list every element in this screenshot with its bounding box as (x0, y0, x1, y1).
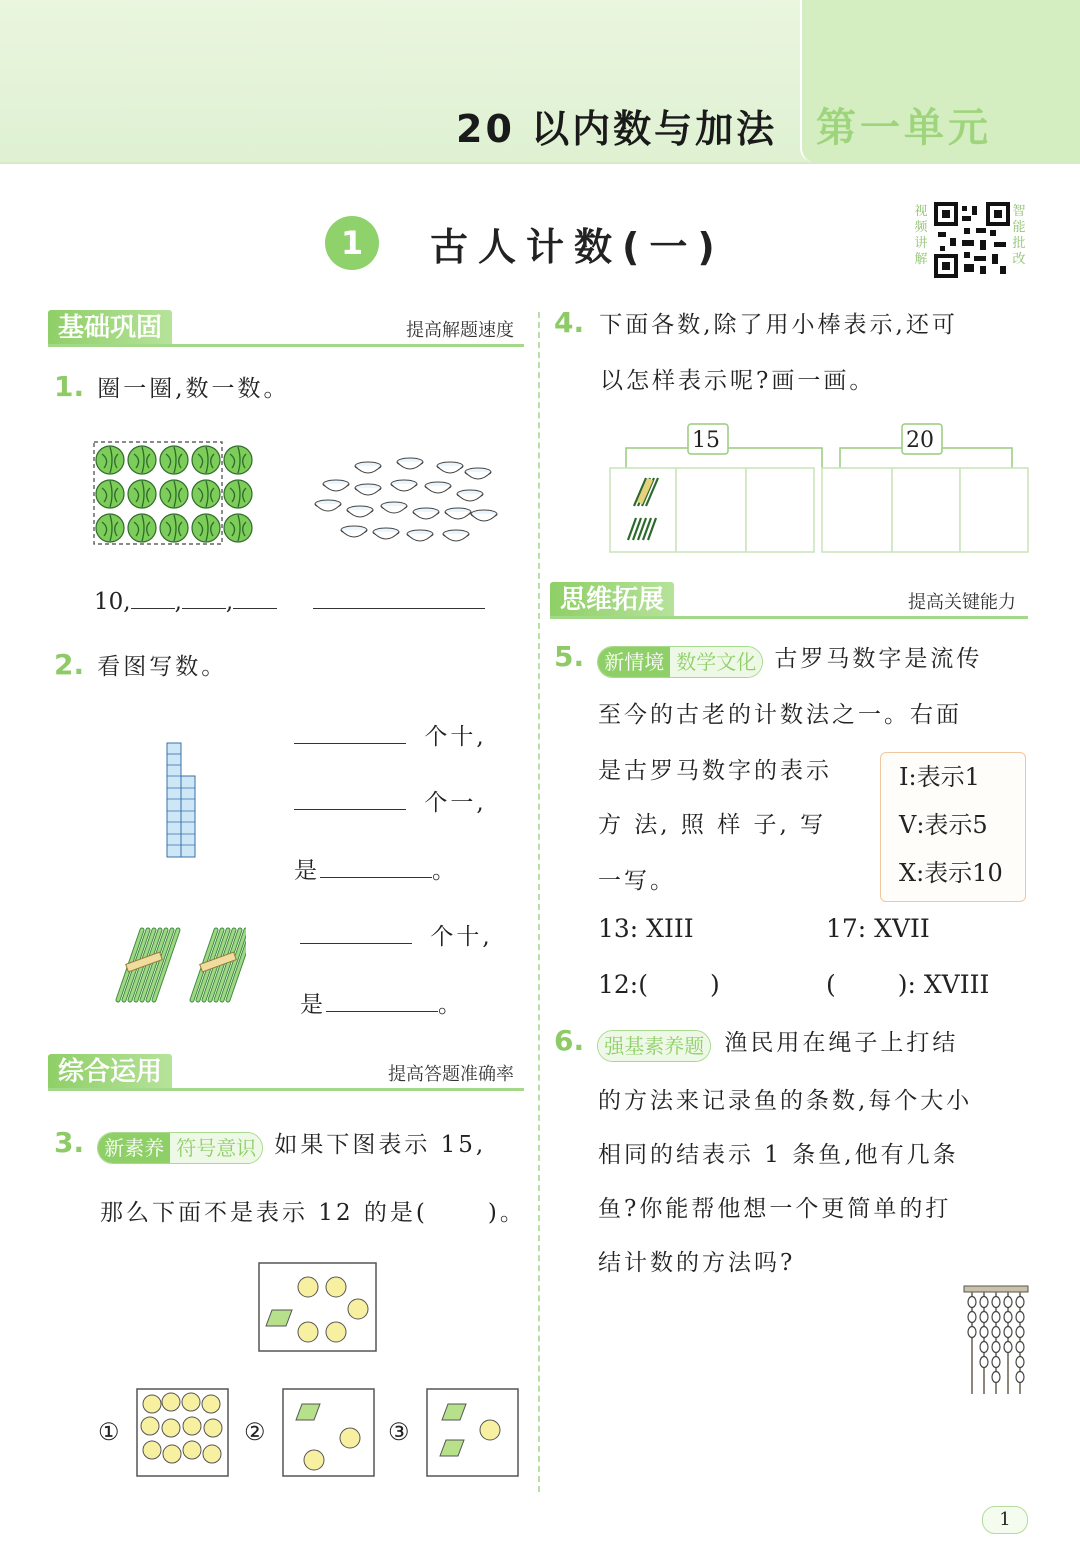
section-label-applied: 综合运用 (48, 1054, 172, 1090)
question-text: 圈一圈,数一数。 (97, 376, 290, 402)
q3-tag-a: 新素养 (98, 1133, 170, 1163)
section-label-basic: 基础巩固 (48, 310, 172, 346)
q3-tag-b: 符号意识 (170, 1133, 262, 1163)
q2-blank-total-1[interactable] (320, 853, 432, 878)
q2-blank-tens[interactable] (294, 719, 406, 744)
q2-blank-ones[interactable] (294, 785, 406, 810)
q5-line-1: 古罗马数字是流传 (774, 646, 983, 672)
q1-answer-start: 10, (94, 589, 131, 615)
question-number: 3. (54, 1126, 85, 1159)
q6-tag (597, 1030, 711, 1062)
q6-line-1: 渔民用在绳子上打结 (724, 1030, 959, 1056)
q5-ex4-open: ( (826, 970, 836, 999)
question-number: 6. (554, 1024, 585, 1057)
q1-blank-2[interactable] (182, 584, 226, 609)
section-label-thinking: 思维拓展 (550, 582, 674, 618)
q5-tag-a: 新情境 (598, 647, 670, 677)
qr-code-icon[interactable] (934, 202, 1010, 278)
q3-option-2-label: ② (244, 1418, 269, 1446)
q3-option-1-label: ① (98, 1418, 123, 1446)
q5-line-4: 方 法, 照 样 子, 写 (598, 812, 827, 838)
q3-option-1-box[interactable] (136, 1388, 230, 1478)
section-header-basic (48, 310, 524, 346)
section-header-thinking (550, 582, 1028, 618)
unit-name: 第一单元 (816, 105, 992, 151)
q5-tag-b: 数学文化 (670, 647, 762, 677)
q2-ones-line (294, 784, 487, 817)
stick-bundles-illustration (106, 922, 246, 1010)
section-header-applied (48, 1054, 524, 1090)
q5-line-5: 一写。 (598, 868, 676, 894)
roman-numeral-legend (880, 752, 1026, 902)
cube-columns-illustration (164, 740, 198, 860)
question-number: 4. (554, 306, 585, 339)
q5-exercise-18 (826, 970, 989, 999)
question-3 (54, 1126, 486, 1164)
q4-label-15: 15 (692, 428, 720, 453)
roman-legend-5: Ⅴ:表示5 (899, 811, 988, 839)
roman-legend-1: Ⅰ:表示1 (899, 763, 980, 791)
q6-line-4: 鱼?你能帮他想一个更简单的打 (598, 1196, 952, 1222)
q1-blank-3[interactable] (233, 584, 277, 609)
q2-is-label: 是 (294, 858, 320, 884)
q3-text-1: 如果下图表示 15, (274, 1132, 487, 1158)
roman-legend-10: Ⅹ:表示10 (899, 859, 1003, 887)
question-number: 5. (554, 640, 585, 673)
q2-tens-line-1 (294, 718, 487, 751)
lesson-number-badge: 1 (325, 216, 379, 270)
q5-tag (597, 646, 763, 678)
q3-text-2: 那么下面不是表示 12 的是( (100, 1200, 428, 1226)
question-number: 1. (54, 370, 85, 403)
q3-answer-blank[interactable] (428, 1196, 488, 1220)
page-number: 1 (982, 1506, 1028, 1534)
q5-exercise-12 (598, 970, 720, 999)
unit-title: 20 以内数与加法 (456, 107, 778, 151)
question-text: 看图写数。 (97, 654, 228, 680)
q3-text-2-end: )。 (487, 1200, 526, 1226)
q3-text-line-2 (100, 1194, 526, 1227)
lesson-title: 古人计数(一) (430, 225, 725, 269)
q1-comma-2: , (225, 589, 234, 615)
section-hint-applied: 提高答题准确率 (388, 1064, 514, 1085)
question-1 (54, 370, 290, 403)
q5-ex3-open: 12:( (598, 970, 648, 999)
q4-label-20: 20 (906, 428, 934, 453)
q5-line-2: 至今的古老的计数法之一。右面 (598, 702, 962, 728)
q2-blank-tens-2[interactable] (300, 919, 412, 944)
q2-ten-label: 个十, (424, 724, 487, 750)
q4-text-2: 以怎样表示呢?画一画。 (600, 368, 876, 394)
question-number: 2. (54, 648, 85, 681)
q2-tens-line-2 (300, 918, 493, 951)
q6-tag-label: 强基素养题 (598, 1031, 710, 1061)
q3-option-3-box[interactable] (426, 1388, 520, 1478)
q1-comma-1: , (174, 589, 182, 615)
section-hint-basic: 提高解题速度 (406, 320, 514, 341)
section-hint-thinking: 提高关键能力 (908, 592, 1016, 613)
q3-example-box (258, 1262, 378, 1352)
column-divider (538, 312, 540, 1492)
q2-is-line-2 (300, 986, 464, 1019)
q5-line-3: 是古罗马数字的表示 (598, 758, 832, 784)
q6-line-5: 结计数的方法吗? (598, 1250, 796, 1276)
q6-line-2: 的方法来记录鱼的条数,每个大小 (598, 1088, 973, 1114)
q2-period: 。 (438, 992, 464, 1018)
q5-ex4-close: ): XVIII (897, 970, 990, 999)
q5-example-17: 17: XVII (826, 914, 930, 943)
qr-right-label: 智能批改 (1012, 204, 1026, 267)
q1-blank-4[interactable] (313, 584, 485, 609)
q3-option-2-box[interactable] (282, 1388, 376, 1478)
question-4 (554, 306, 958, 339)
question-2 (54, 648, 227, 681)
q4-drawing-frames (604, 418, 1034, 558)
question-6 (554, 1024, 958, 1062)
knotted-rope-illustration (962, 1284, 1030, 1398)
question-5 (554, 640, 982, 678)
q1-answer-line (94, 584, 485, 615)
q3-option-3-label: ③ (388, 1418, 413, 1446)
q2-blank-total-2[interactable] (326, 987, 438, 1012)
qr-left-label: 视频讲解 (914, 204, 928, 267)
q5-example-13: 13: XIII (598, 914, 694, 943)
q2-ten-label: 个十, (430, 924, 493, 950)
q2-period: 。 (432, 858, 458, 884)
q6-line-3: 相同的结表示 1 条鱼,他有几条 (598, 1142, 959, 1168)
watermelons-illustration (90, 436, 260, 548)
q2-is-label: 是 (300, 992, 326, 1018)
q5-ex3-close: ) (710, 970, 720, 999)
bowls-illustration (310, 452, 500, 552)
q3-tag (97, 1132, 263, 1164)
q1-blank-1[interactable] (131, 584, 175, 609)
q2-is-line-1 (294, 852, 458, 885)
q4-text-1: 下面各数,除了用小棒表示,还可 (599, 312, 958, 338)
q2-one-label: 个一, (424, 790, 487, 816)
